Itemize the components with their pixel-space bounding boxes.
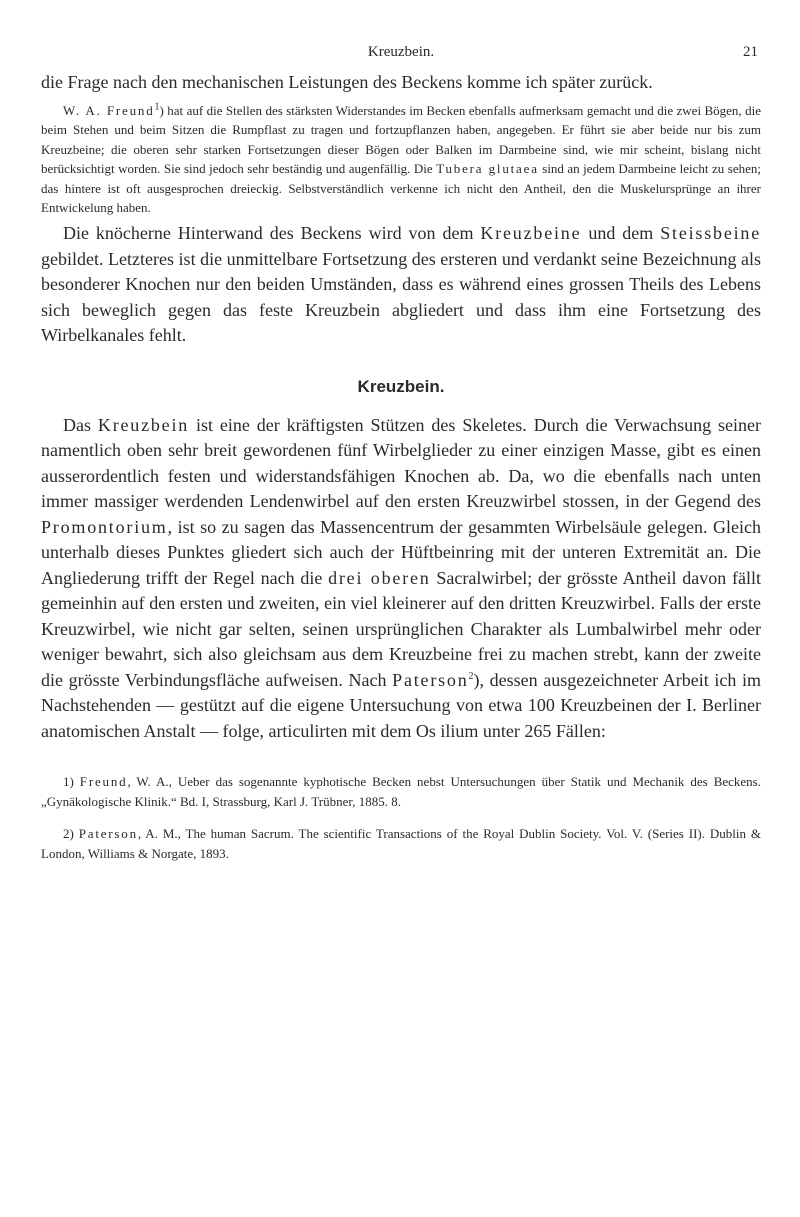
page-header bbox=[41, 0, 761, 70]
paragraph-text: Sacralwirbel; der grösste Antheil davon fällt gemeinhin auf den ersten und zweiten, ein viel kleinerer auf den dritten Kreuzwirbel. Falls der erste Kreuzwirbel, wie nicht gar selten, seinen ursprünglichen Charakter als Lumbalwirbel mehr oder weniger bewahrt, sich also gleichsam aus dem Kreuzbeine frei zu machen strebt, kann der zweite die grösste Verbindungsfläche aufweisen. Nach bbox=[41, 567, 761, 690]
term-kreuzbein: Kreuzbein bbox=[97, 414, 190, 435]
term-tubera-glutaea: Tubera glutaea bbox=[436, 161, 539, 177]
paragraph-continuation bbox=[41, 70, 761, 96]
author-paterson: Paterson bbox=[392, 669, 469, 690]
footnote-reference[interactable]: 1 bbox=[154, 101, 160, 113]
footnote-text: , W. A., Ueber das sogenannte kyphotische Becken nebst Untersuchungen über Statik und Mechanik des Beckens. „Gynäkologische Klinik.“ Bd. I, Strassburg, Karl J. Trübner, 1885. 8. bbox=[41, 774, 761, 810]
footnote-marker: 1) bbox=[63, 774, 80, 790]
paragraph-text: und dem bbox=[581, 223, 661, 244]
running-title: Kreuzbein. bbox=[367, 44, 435, 60]
paragraph-text: gebildet. Letzteres ist die unmittelbare Fortsetzung des ersteren und verdankt seine Bezeichnung als besonderer Knochen nur den beiden Umständen, dass es während eines grossen Theils des Lebens sich beweglich gegen das feste Kreuzbein abgliedert und dass ihm eine Fortsetzung des Wirbelkanales fehlt. bbox=[41, 248, 761, 346]
term-steissbeine: Steissbeine bbox=[660, 223, 761, 244]
footnote-marker: 2) bbox=[63, 826, 79, 842]
term-promontorium: Promontorium bbox=[41, 516, 168, 537]
paragraph-kreuzbein bbox=[41, 413, 761, 745]
paragraph-text: Das bbox=[63, 414, 98, 435]
paragraph-text: sind an jedem Darmbeine leicht zu sehen; das hintere ist oft ausgesprochen dreieckig. Selbstverständlich verkenne ich nicht den Antheil, den die Muskelursprünge an ihrer Entwickelung haben. bbox=[41, 161, 761, 216]
term-drei-oberen: drei oberen bbox=[328, 567, 431, 588]
footnotes bbox=[41, 772, 761, 864]
term-kreuzbeine: Kreuzbeine bbox=[480, 223, 582, 244]
section-heading: Kreuzbein. bbox=[357, 376, 445, 396]
paragraph-text: ) hat auf die Stellen des stärksten Widerstandes im Becken ebenfalls aufmerksam gemacht und die zwei Bögen, die beim Stehen und beim Sitzen die Rumpflast zu tragen und fortzupflanzen haben, angegeben. Er führt sie aber beide nur bis zum Kreuzbeine; die oberen sehr starken Fortsetzungen dieser Bögen oder Balken im Darmbeine sind, wie mir scheint, bislang nicht berücksichtigt worden. Sie sind jedoch sehr beständig und augenfällig. Die bbox=[41, 102, 761, 177]
page-number: 21 bbox=[743, 44, 758, 60]
footnote-1 bbox=[41, 772, 761, 812]
paragraph-hinterwand bbox=[41, 221, 761, 349]
footnote-author: Paterson bbox=[78, 826, 138, 842]
page bbox=[41, 0, 761, 864]
footnote-author: Freund bbox=[79, 774, 128, 790]
footnote-text: , A. M., The human Sacrum. The scientific Transactions of the Royal Dublin Society. Vol. V. (Series II). Dublin & London, Williams & Norgate, 1893. bbox=[41, 826, 761, 862]
paragraph-text: Die knöcherne Hinterwand des Beckens wird von dem bbox=[63, 223, 481, 244]
footnote-2 bbox=[41, 824, 761, 864]
paragraph-text: die Frage nach den mechanischen Leistungen des Beckens komme ich später zurück. bbox=[41, 72, 653, 92]
author-name: W. A. Freund bbox=[63, 102, 155, 118]
footnote-reference[interactable]: 2 bbox=[468, 670, 474, 682]
paragraph-text: ist eine der kräftigsten Stützen des Skeletes. Durch die Verwachsung seiner namentlich oben sehr breit gewordenen fünf Wirbelglieder zu einer einzigen Masse, gibt es einen ausserordentlich festen und widerstandsfähigen Knochen ab. Da, wo die ebenfalls nach unten immer massiger werdenden Lendenwirbel auf den ersten Kreuzwirbel stossen, in der Gegend des bbox=[41, 414, 762, 512]
paragraph-text: ), dessen ausgezeichneter Arbeit ich im Nachstehenden — gestützt auf die eigene Untersuchung von etwa 100 Kreuzbeinen der I. Berliner anatomischen Anstalt — folge, articulirten mit dem Os ilium unter 265 Fällen: bbox=[41, 669, 761, 741]
paragraph-text: , ist so zu sagen das Massencentrum der gesammten Wirbelsäule gelegen. Gleich unterhalb dieses Punktes gliedert sich auch der Hüftbeinring mit der unteren Extremität an. Die Angliederung trifft der Regel nach die bbox=[41, 516, 761, 588]
paragraph-note-freund bbox=[41, 101, 761, 219]
